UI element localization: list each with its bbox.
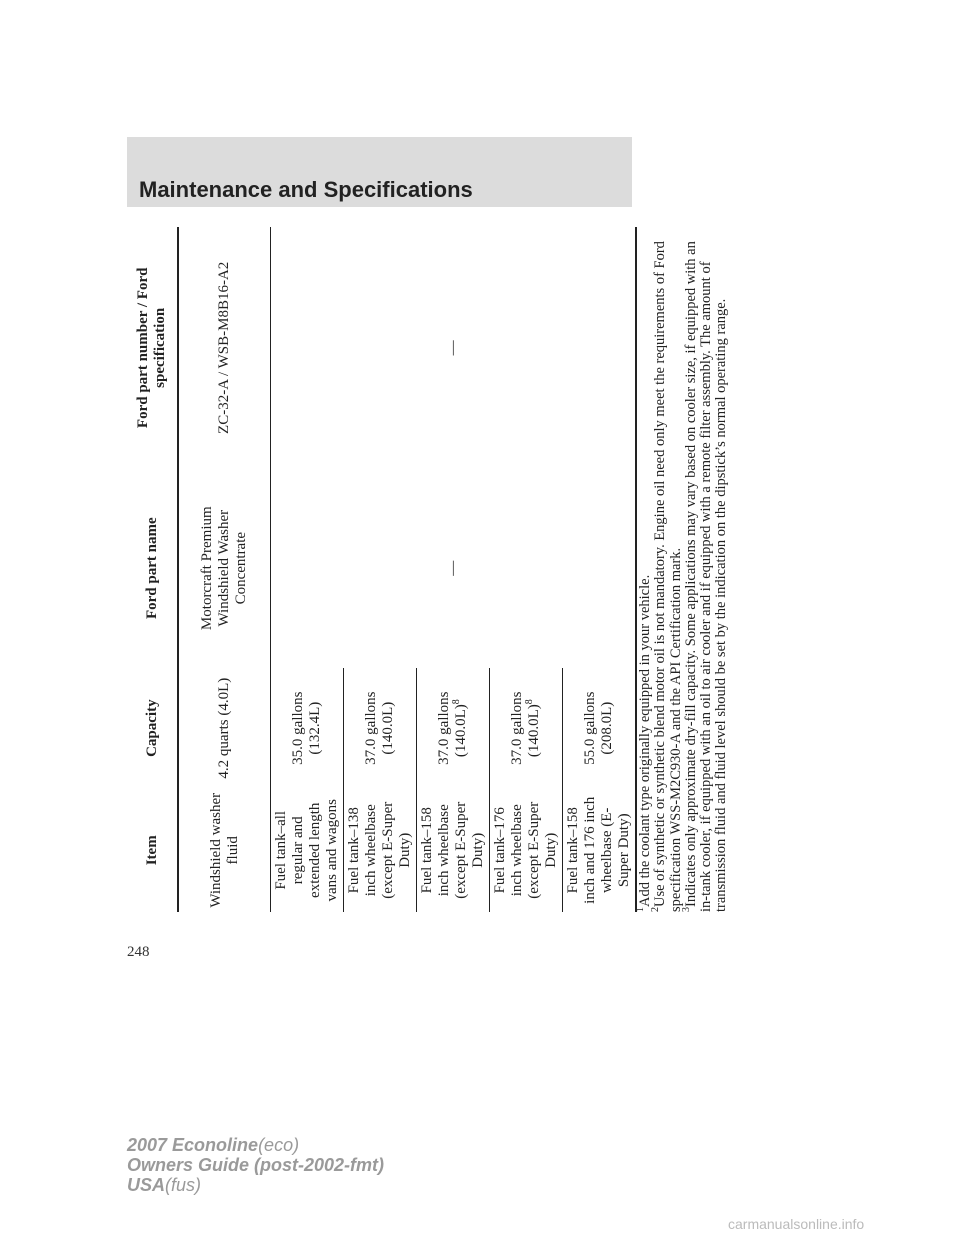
column-header: Ford part name (127, 469, 178, 668)
page-number: 248 (127, 944, 150, 960)
column-header: Item (127, 789, 178, 912)
column-header: Capacity (127, 668, 178, 789)
column-header: Ford part number / Ford specification (127, 227, 178, 469)
item-cell: Fuel tank–all regular and extended length vans and wagons (271, 789, 344, 912)
item-cell: Windshield washer fluid (178, 789, 271, 912)
watermark-text: carmanualsonline.info (728, 1216, 865, 1232)
capacity-cell: 55.0 gallons (208.0L) (563, 668, 637, 789)
table-row (178, 227, 271, 912)
item-cell: Fuel tank–158 inch wheelbase (except E-Super Duty) (417, 789, 490, 912)
capacity-cell: 35.0 gallons (132.4L) (271, 668, 344, 789)
footnote-ref: 8 (451, 699, 462, 705)
section-header (127, 137, 632, 207)
document-footer: 2007 Econoline(eco) Owners Guide (post-2002-fmt) USA(fus) (127, 1135, 385, 1195)
footnote: $^2$Use of synthetic or synthetic blend motor oil is not mandatory. Engine oil need only meet the requirements of Ford specification WSS-M2C930-A and the API Certification mark. (650, 241, 684, 912)
item-cell: Fuel tank–138 inch wheelbase (except E-Super Duty) (344, 789, 417, 912)
part-number-cell: ZC-32-A / WSB-M8B16-A2 (178, 227, 271, 469)
section-title: Maintenance and Specifications (139, 177, 473, 202)
capacities-table (127, 227, 637, 912)
capacity-cell: 4.2 quarts (4.0L) (178, 668, 271, 789)
footnote: $^3$Indicates only approximate dry-fill capacity. Some applications may vary based on cooler size, if equipped with an in-tank cooler, if equipped with an oil to air cooler and if equipped with a remote filter assembly. The amount of transmission fluid and fluid level should be set by the indication on the dipstick’s normal operating range. (681, 241, 730, 912)
item-cell: Fuel tank–176 inch wheelbase (except E-Super Duty) (490, 789, 563, 912)
table-header-row (127, 227, 178, 912)
capacity-cell: 37.0 gallons $(140.0L)^8$ (490, 668, 563, 789)
specifications-block (127, 227, 730, 912)
item-cell: Fuel tank–158 inch and 176 inch wheelbase (E-Super Duty) (563, 789, 637, 912)
part-name-cell: — (271, 469, 637, 668)
table-row (271, 227, 344, 912)
footnotes (635, 227, 730, 912)
capacity-cell: 37.0 gallons $(140.0L)^8$ (417, 668, 490, 789)
footnote-ref: 8 (524, 699, 535, 705)
part-number-cell: — (271, 227, 637, 469)
part-name-cell: Motorcraft Premium Windshield Washer Concentrate (178, 469, 271, 668)
capacity-cell: 37.0 gallons (140.0L) (344, 668, 417, 789)
footnote: $^1$Add the coolant type originally equipped in your vehicle. (635, 574, 653, 912)
